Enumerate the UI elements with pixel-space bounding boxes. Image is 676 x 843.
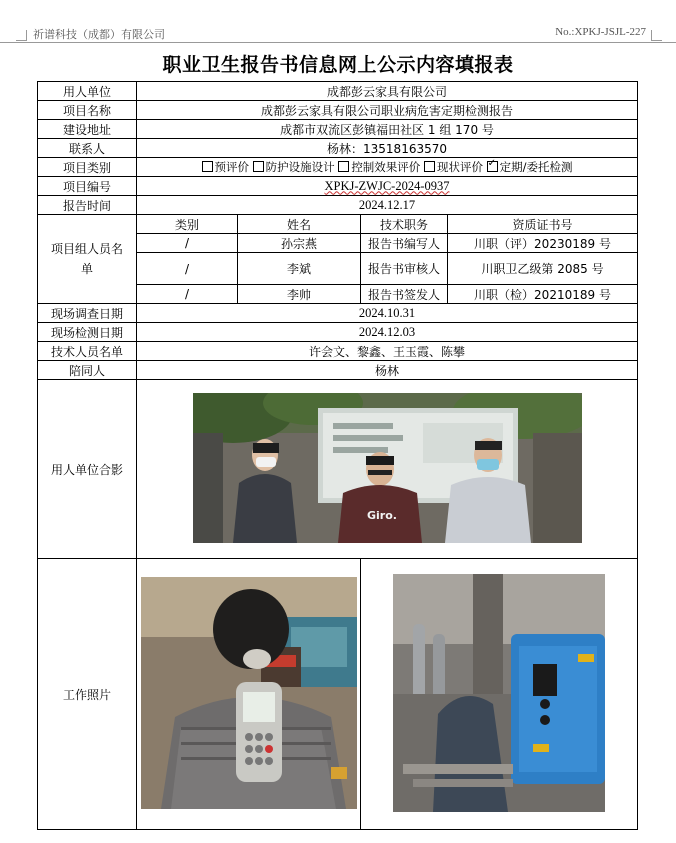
corner-mark-right xyxy=(651,30,662,41)
team-row-name[interactable]: 李斌 xyxy=(238,253,361,285)
project-no-text: XPKJ-ZWJC-2024-0937 xyxy=(324,178,450,193)
team-header-name: 姓名 xyxy=(238,215,361,234)
value-test-date[interactable]: 2024.12.03 xyxy=(137,323,638,342)
row-technicians xyxy=(38,342,638,361)
label-contact: 联系人 xyxy=(38,139,137,158)
work-photo-cell-1 xyxy=(137,559,361,830)
value-contact[interactable]: 杨林：13518163570 xyxy=(137,139,638,158)
row-survey-date xyxy=(38,304,638,323)
row-report-time xyxy=(38,196,638,215)
label-employer: 用人单位 xyxy=(38,82,137,101)
label-survey-date: 现场调查日期 xyxy=(38,304,137,323)
row-team-header xyxy=(38,215,638,234)
label-companion: 陪同人 xyxy=(38,361,137,380)
label-project-type: 项目类别 xyxy=(38,158,137,177)
checkbox-icon[interactable] xyxy=(253,161,264,172)
row-work-photo xyxy=(38,559,638,830)
row-address xyxy=(38,120,638,139)
type-option-protection-design[interactable]: 防护设施设计 xyxy=(253,160,335,174)
team-row-name[interactable]: 李帅 xyxy=(238,285,361,304)
value-report-time[interactable]: 2024.12.17 xyxy=(137,196,638,215)
label-work-photo: 工作照片 xyxy=(38,559,137,830)
value-technicians[interactable]: 许会文、黎鑫、王玉霞、陈攀 xyxy=(137,342,638,361)
work-photo-2-image xyxy=(393,574,605,812)
row-contact xyxy=(38,139,638,158)
group-photo-image xyxy=(193,393,582,543)
row-project-name xyxy=(38,101,638,120)
checkbox-icon[interactable] xyxy=(202,161,213,172)
header-company: 祈谱科技（成都）有限公司 xyxy=(33,28,165,41)
label-group-photo: 用人单位合影 xyxy=(38,380,137,559)
value-project-no[interactable] xyxy=(137,177,638,196)
label-report-time: 报告时间 xyxy=(38,196,137,215)
work-photo-1-image xyxy=(141,577,357,809)
team-row-cert[interactable]: 川职卫乙级第 2085 号 xyxy=(448,253,638,285)
value-address[interactable]: 成都市双流区彭镇福田社区 1 组 170 号 xyxy=(137,120,638,139)
value-employer[interactable]: 成都彭云家具有限公司 xyxy=(137,82,638,101)
type-option-control-eval[interactable]: 控制效果评价 xyxy=(338,160,420,174)
team-header-category: 类别 xyxy=(137,215,238,234)
info-form-table xyxy=(37,81,638,830)
row-test-date xyxy=(38,323,638,342)
work-photo-cell-2 xyxy=(361,559,638,830)
team-row-title[interactable]: 报告书编写人 xyxy=(361,234,448,253)
group-photo-cell xyxy=(137,380,638,559)
label-test-date: 现场检测日期 xyxy=(38,323,137,342)
row-employer xyxy=(38,82,638,101)
team-row-cert[interactable]: 川职（评）20230189 号 xyxy=(448,234,638,253)
team-header-title: 技术职务 xyxy=(361,215,448,234)
team-row-category[interactable]: / xyxy=(137,285,238,304)
type-option-pre-eval[interactable]: 预评价 xyxy=(202,160,250,174)
page-title: 职业卫生报告书信息网上公示内容填报表 xyxy=(162,54,514,76)
value-companion[interactable]: 杨林 xyxy=(137,361,638,380)
team-row-title[interactable]: 报告书签发人 xyxy=(361,285,448,304)
team-row-name[interactable]: 孙宗燕 xyxy=(238,234,361,253)
label-address: 建设地址 xyxy=(38,120,137,139)
team-row-category[interactable]: / xyxy=(137,253,238,285)
work-photo-2 xyxy=(393,574,605,812)
checkbox-checked-icon[interactable] xyxy=(487,161,498,172)
value-survey-date[interactable]: 2024.10.31 xyxy=(137,304,638,323)
team-header-cert: 资质证书号 xyxy=(448,215,638,234)
corner-mark-left xyxy=(16,30,27,41)
type-option-status-eval[interactable]: 现状评价 xyxy=(424,160,483,174)
value-project-name[interactable]: 成都彭云家具有限公司职业病危害定期检测报告 xyxy=(137,101,638,120)
row-companion xyxy=(38,361,638,380)
group-photo xyxy=(193,393,582,543)
value-project-type xyxy=(137,158,638,177)
row-group-photo xyxy=(38,380,638,559)
label-technicians: 技术人员名单 xyxy=(38,342,137,361)
label-team: 项目组人员名单 xyxy=(38,215,137,304)
row-project-no xyxy=(38,177,638,196)
checkbox-icon[interactable] xyxy=(424,161,435,172)
header-rule xyxy=(0,42,676,43)
shirt-logo-text: Giro. xyxy=(366,508,397,522)
label-project-name: 项目名称 xyxy=(38,101,137,120)
label-project-no: 项目编号 xyxy=(38,177,137,196)
header-doc-number: No.:XPKJ-JSJL-227 xyxy=(555,26,646,38)
team-row-category[interactable]: / xyxy=(137,234,238,253)
team-row-cert[interactable]: 川职（检）20210189 号 xyxy=(448,285,638,304)
checkbox-icon[interactable] xyxy=(338,161,349,172)
row-project-type xyxy=(38,158,638,177)
type-option-periodic-test[interactable]: ✓ 定期/委托检测 xyxy=(487,160,573,174)
team-row-title[interactable]: 报告书审核人 xyxy=(361,253,448,285)
work-photo-1 xyxy=(141,577,357,809)
